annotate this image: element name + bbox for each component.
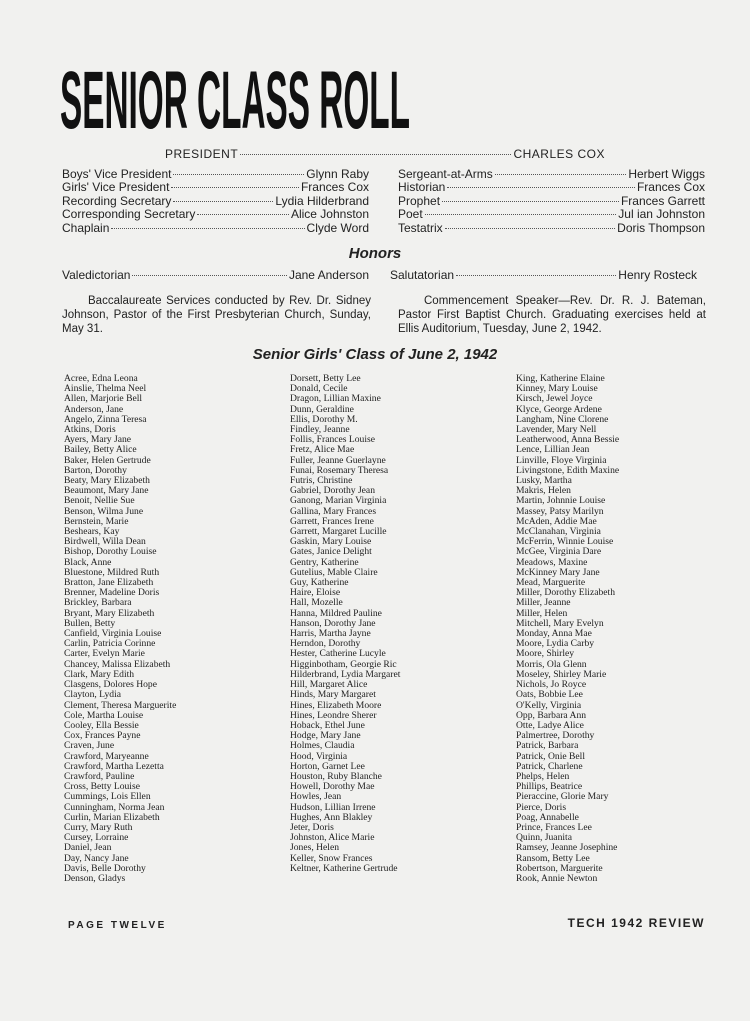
officer-row: [398, 195, 705, 208]
list-item: Hines, Leondre Sherer: [290, 709, 377, 721]
list-item: Ainslie, Thelma Neel: [64, 383, 147, 395]
officer-name: Jul ian Johnston: [618, 207, 705, 222]
list-item: Denson, Gladys: [64, 872, 126, 884]
dot-leader: [240, 154, 511, 155]
baccalaureate-paragraph: Baccalaureate Services conducted by Rev. Dr. Sidney Johnson, Pastor of the First Presbyterian Church, Sunday, May 31.: [62, 295, 371, 335]
officer-role: Recording Secretary: [62, 193, 172, 208]
president-line: [165, 147, 605, 161]
list-item: Opp, Barbara Ann: [516, 709, 587, 721]
list-item: Moore, Shirley: [516, 648, 575, 660]
list-item: Gates, Janice Delight: [290, 546, 372, 558]
list-item: Dorsett, Betty Lee: [290, 373, 361, 384]
list-item: Curlin, Marian Elizabeth: [64, 811, 160, 823]
list-item: Birdwell, Willa Dean: [64, 536, 146, 548]
list-item: Monday, Anna Mae: [516, 628, 592, 640]
officers-right: [398, 168, 705, 235]
list-item: Cummings, Lois Ellen: [64, 791, 151, 803]
list-item: Crawford, Martha Lezetta: [64, 760, 164, 772]
list-item: Angelo, Zinna Teresa: [64, 413, 147, 425]
list-item: Beshears, Kay: [64, 526, 120, 538]
list-item: Follis, Frances Louise: [290, 434, 376, 446]
list-item: Cunningham, Norma Jean: [64, 801, 165, 813]
page-title: [60, 62, 420, 134]
list-item: Funai, Rosemary Theresa: [290, 464, 389, 476]
list-item: Benoit, Nellie Sue: [64, 495, 135, 507]
list-item: Linville, Floye Virginia: [516, 454, 607, 466]
list-item: Lusky, Martha: [516, 475, 572, 487]
list-item: Hudson, Lillian Irrene: [290, 801, 376, 813]
list-item: Mead, Marguerite: [516, 577, 586, 589]
publication-name: TECH 1942 REVIEW: [567, 916, 705, 930]
list-item: Dunn, Geraldine: [290, 403, 354, 415]
list-item: Johnston, Alice Marie: [290, 832, 375, 844]
list-item: Cox, Frances Payne: [64, 730, 141, 742]
officer-role: Sergeant-at-Arms: [398, 167, 493, 181]
honor-name: Jane Anderson: [288, 268, 369, 282]
officers-left: [62, 168, 369, 235]
officer-role: Chaplain: [62, 220, 110, 235]
list-item: Atkins, Doris: [64, 424, 116, 436]
dot-leader: [456, 275, 616, 276]
list-item: Jones, Helen: [290, 842, 340, 854]
list-item: Jeter, Doris: [290, 821, 334, 833]
list-item: Lavender, Mary Nell: [516, 424, 597, 436]
list-item: Lence, Lillian Jean: [516, 444, 590, 456]
list-item: Canfield, Virginia Louise: [64, 628, 162, 640]
list-item: Prince, Frances Lee: [516, 821, 592, 833]
list-item: Martin, Johnnie Louise: [516, 495, 606, 507]
list-item: Gutelius, Mable Claire: [290, 566, 378, 578]
list-item: Patrick, Charlene: [516, 760, 583, 772]
officer-row: [398, 208, 705, 221]
list-item: Carlin, Patricia Corinne: [64, 638, 156, 650]
list-item: Moseley, Shirley Marie: [516, 668, 607, 680]
list-item: Howles, Jean: [290, 791, 342, 803]
list-item: Allen, Marjorie Bell: [64, 393, 143, 405]
officer-name: Alice Johnston: [290, 207, 369, 222]
honors-heading: Honors: [348, 245, 402, 262]
valedictorian-line: [62, 268, 369, 282]
list-item: Klyce, George Ardene: [516, 403, 602, 415]
list-item: Bryant, Mary Elizabeth: [64, 607, 155, 619]
list-item: Black, Anne: [64, 556, 112, 568]
list-item: Davis, Belle Dorothy: [64, 862, 146, 874]
list-item: Craven, June: [64, 740, 115, 752]
honor-role: Valedictorian: [62, 268, 131, 282]
list-item: Harris, Martha Jayne: [290, 628, 371, 640]
list-item: Cursey, Lorraine: [64, 832, 129, 844]
list-item: King, Katherine Elaine: [516, 373, 605, 384]
list-item: Hines, Elizabeth Moore: [290, 699, 382, 711]
list-item: Ramsey, Jeanne Josephine: [516, 842, 618, 854]
list-item: Cross, Betty Louise: [64, 781, 140, 793]
officer-row: [398, 168, 705, 181]
list-item: Ellis, Dorothy M.: [290, 413, 358, 425]
list-item: Gallina, Mary Frances: [290, 505, 377, 517]
list-item: Beaty, Mary Elizabeth: [64, 475, 150, 487]
officer-row: [62, 222, 369, 235]
officer-row: [62, 195, 369, 208]
list-item: Bluestone, Mildred Ruth: [64, 566, 160, 578]
officer-row: [398, 222, 705, 235]
list-item: Day, Nancy Jane: [64, 852, 129, 864]
list-item: Hanson, Dorothy Jane: [290, 617, 376, 629]
list-item: Bishop, Dorothy Louise: [64, 546, 157, 558]
salutatorian-line: [390, 268, 697, 282]
list-item: Carter, Evelyn Marie: [64, 648, 145, 660]
list-item: Meadows, Maxine: [516, 556, 588, 568]
list-item: Kirsch, Jewel Joyce: [516, 393, 593, 405]
list-item: McAden, Addie Mae: [516, 515, 597, 527]
list-item: Haire, Eloise: [290, 587, 341, 599]
list-item: Hanna, Mildred Pauline: [290, 607, 382, 619]
officer-name: Lydia Hilderbrand: [275, 193, 369, 208]
list-item: Keltner, Katherine Gertrude: [290, 862, 398, 874]
list-item: Barton, Dorothy: [64, 464, 127, 476]
president-name: CHARLES COX: [513, 147, 605, 161]
list-item: Bailey, Betty Alice: [64, 444, 137, 456]
officer-role: Historian: [398, 180, 446, 195]
officer-name: Frances Cox: [300, 180, 369, 195]
officer-name: Glynn Raby: [306, 167, 369, 181]
list-item: Crawford, Pauline: [64, 770, 135, 782]
list-item: Cooley, Ella Bessie: [64, 719, 139, 731]
dot-leader: [495, 174, 627, 175]
list-item: Mitchell, Mary Evelyn: [516, 617, 604, 629]
list-item: Miller, Helen: [516, 607, 568, 619]
dot-leader: [425, 214, 617, 215]
list-item: Otte, Ladye Alice: [516, 719, 584, 731]
list-item: Moore, Lydia Carby: [516, 638, 595, 650]
officer-role: Corresponding Secretary: [62, 207, 196, 222]
list-item: Fretz, Alice Mae: [290, 444, 355, 456]
officer-name: Doris Thompson: [617, 220, 705, 235]
list-item: Gabriel, Dorothy Jean: [290, 485, 375, 497]
list-item: Patrick, Onie Bell: [516, 750, 586, 762]
dot-leader: [132, 275, 286, 276]
girls-class-heading: Senior Girls' Class of June 2, 1942: [252, 346, 498, 363]
list-item: Bratton, Jane Elizabeth: [64, 577, 154, 589]
list-item: Palmertree, Dorothy: [516, 730, 595, 742]
dot-leader: [445, 228, 615, 229]
dot-leader: [173, 174, 304, 175]
list-item: Hilderbrand, Lydia Margaret: [290, 668, 401, 680]
officer-name: Frances Cox: [636, 180, 705, 195]
list-item: Robertson, Marguerite: [516, 862, 603, 874]
officer-name: Frances Garrett: [620, 193, 705, 208]
list-item: Livingstone, Edith Maxine: [516, 464, 620, 476]
list-item: Bernstein, Marie: [64, 515, 129, 527]
list-item: Clasgens, Dolores Hope: [64, 679, 157, 691]
list-item: Findley, Jeanne: [290, 424, 350, 436]
list-item: Clark, Mary Edith: [64, 668, 135, 680]
president-label: PRESIDENT: [165, 147, 239, 161]
list-item: Anderson, Jane: [64, 403, 124, 415]
list-item: Horton, Garnet Lee: [290, 760, 365, 772]
list-item: Oats, Bobbie Lee: [516, 689, 583, 701]
dot-leader: [173, 201, 273, 202]
list-item: Quinn, Juanita: [516, 832, 572, 844]
list-item: Ayers, Mary Jane: [64, 434, 132, 446]
officer-role: Poet: [398, 207, 423, 222]
list-item: Fuller, Jeanne Guerlayne: [290, 454, 386, 466]
list-item: Holmes, Claudia: [290, 740, 355, 752]
list-item: Gaskin, Mary Louise: [290, 536, 372, 548]
list-item: Kinney, Mary Louise: [516, 383, 598, 395]
list-item: Hughes, Ann Blakley: [290, 811, 373, 823]
list-item: Curry, Mary Ruth: [64, 821, 133, 833]
officer-name: Herbert Wiggs: [628, 167, 705, 181]
officer-row: [398, 181, 705, 194]
list-item: Guy, Katherine: [290, 577, 349, 589]
list-item: Hester, Catherine Lucyle: [290, 648, 386, 660]
officer-row: [62, 168, 369, 181]
honor-name: Henry Rosteck: [618, 268, 697, 282]
list-item: Herndon, Dorothy: [290, 638, 361, 650]
officer-row: [62, 181, 369, 194]
list-item: Keller, Snow Frances: [290, 852, 373, 864]
dot-leader: [111, 228, 304, 229]
list-item: Hinds, Mary Margaret: [290, 689, 376, 701]
officer-row: [62, 208, 369, 221]
list-item: McClanahan, Virginia: [516, 526, 601, 538]
list-item: Donald, Cecile: [290, 383, 348, 395]
list-item: Leatherwood, Anna Bessie: [516, 434, 620, 446]
list-item: Hood, Virginia: [290, 750, 348, 762]
list-item: Nichols, Jo Royce: [516, 679, 587, 691]
list-item: McKinney Mary Jane: [516, 566, 600, 578]
officer-role: Girls' Vice President: [62, 180, 170, 195]
list-item: Hill, Margaret Alice: [290, 679, 368, 691]
list-item: Patrick, Barbara: [516, 740, 579, 752]
list-item: Cole, Martha Louise: [64, 709, 144, 721]
list-item: Clayton, Lydia: [64, 689, 122, 701]
list-item: Houston, Ruby Blanche: [290, 770, 382, 782]
list-item: McFerrin, Winnie Louise: [516, 536, 614, 548]
officer-role: Prophet: [398, 193, 441, 208]
officer-role: Boys' Vice President: [62, 167, 172, 181]
list-item: Bullen, Betty: [64, 617, 116, 629]
list-item: Brickley, Barbara: [64, 597, 132, 609]
list-item: Morris, Ola Glenn: [516, 658, 587, 670]
list-item: Gentry, Katherine: [290, 556, 359, 568]
list-item: Hall, Mozelle: [290, 597, 343, 609]
list-item: Daniel, Jean: [64, 842, 112, 854]
officer-role: Testatrix: [398, 220, 443, 235]
names-column-3: [516, 374, 716, 884]
commencement-paragraph: Commencement Speaker—Rev. Dr. R. J. Bateman, Pastor First Baptist Church. Graduating exercises held at Ellis Auditorium, Tuesday, June 2, 1942.: [398, 295, 706, 335]
list-item: Miller, Jeanne: [516, 597, 571, 609]
dot-leader: [442, 201, 619, 202]
list-item: Poag, Annabelle: [516, 811, 579, 823]
list-item: Futris, Christine: [290, 475, 353, 487]
list-item: Langham, Nine Clorene: [516, 413, 609, 425]
dot-leader: [197, 214, 289, 215]
list-item: Benson, Wilma June: [64, 505, 144, 517]
list-item: Higginbotham, Georgie Ric: [290, 658, 397, 670]
list-item: Brenner, Madeline Doris: [64, 587, 160, 599]
list-item: Beaumont, Mary Jane: [64, 485, 149, 497]
list-item: Dragon, Lillian Maxine: [290, 393, 381, 405]
list-item: Garrett, Margaret Lucille: [290, 526, 387, 538]
list-item: Pieraccine, Glorie Mary: [516, 791, 609, 803]
dot-leader: [447, 187, 635, 188]
list-item: Acree, Edna Leona: [64, 373, 138, 384]
list-item: Makris, Helen: [516, 485, 571, 497]
list-item: Miller, Dorothy Elizabeth: [516, 587, 615, 599]
list-item: Chancey, Malissa Elizabeth: [64, 658, 171, 670]
names-column-1: [64, 374, 269, 884]
page-number: PAGE TWELVE: [68, 920, 167, 931]
page-title-text: SENIOR CLASS ROLL: [60, 62, 410, 134]
list-item: McGee, Virginia Dare: [516, 546, 602, 558]
list-item: Phelps, Helen: [516, 770, 570, 782]
list-item: Ganong, Marian Virginia: [290, 495, 387, 507]
list-item: Howell, Dorothy Mae: [290, 781, 375, 793]
list-item: Massey, Patsy Marilyn: [516, 505, 604, 517]
dot-leader: [171, 187, 299, 188]
list-item: Baker, Helen Gertrude: [64, 454, 151, 466]
honor-role: Salutatorian: [390, 268, 455, 282]
list-item: Hodge, Mary Jane: [290, 730, 361, 742]
list-item: Clement, Theresa Marguerite: [64, 699, 177, 711]
names-column-2: [290, 374, 505, 874]
list-item: Rook, Annie Newton: [516, 872, 598, 884]
list-item: Crawford, Maryeanne: [64, 750, 149, 762]
list-item: O'Kelly, Virginia: [516, 699, 582, 711]
list-item: Garrett, Frances Irene: [290, 515, 374, 527]
list-item: Phillips, Beatrice: [516, 781, 583, 793]
officer-name: Clyde Word: [306, 220, 369, 235]
list-item: Pierce, Doris: [516, 801, 567, 813]
list-item: Hoback, Ethel June: [290, 719, 365, 731]
list-item: Ransom, Betty Lee: [516, 852, 590, 864]
